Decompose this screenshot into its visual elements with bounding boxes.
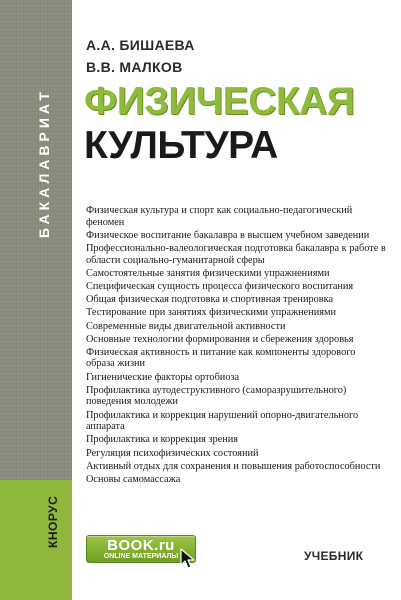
publisher-label: КНОРУС	[46, 495, 60, 548]
book-ru-sublabel: ONLINE МАТЕРИАЛЫ	[103, 553, 179, 560]
author-2: В.В. МАЛКОВ	[86, 59, 183, 75]
title-line-2: КУЛЬТУРА	[84, 124, 278, 167]
list-item: Профилактика и коррекция нарушений опорно-двигательного аппарата	[86, 409, 359, 433]
list-item: Гигиенические факторы ортобиоза	[86, 371, 240, 383]
list-item: Современные виды двигательной активности	[86, 320, 286, 332]
list-item: Самостоятельные занятия физическими упражнениями	[86, 267, 330, 279]
list-item: Общая физическая подготовка и спортивная тренировка	[86, 294, 334, 306]
title-line-1: ФИЗИЧЕСКАЯ	[84, 80, 355, 123]
list-item: Тестирование при занятиях физическими упражнениями	[86, 307, 336, 319]
list-item: Активный отдых для сохранения и повышения работоспособности	[86, 460, 381, 472]
list-item: Физическое воспитание бакалавра в высшем учебном заведении	[86, 229, 370, 241]
author-1: А.А. БИШАЕВА	[86, 37, 195, 53]
list-item: Основные технологии формирования и сбережения здоровья	[86, 333, 354, 345]
list-item: Основы самомассажа	[86, 473, 181, 485]
list-item: Профессионально-валеологическая подготовка бакалавра к работе в области социально-гуманитарной сферы	[86, 242, 386, 266]
arrow-cursor-icon	[180, 548, 196, 570]
left-band-gray	[0, 0, 72, 480]
list-item: Регуляция психофизических состояний	[86, 447, 259, 459]
authors	[86, 34, 195, 78]
left-band-green	[0, 480, 72, 600]
list-item: Специфическая сущность процесса физического воспитания	[86, 280, 354, 292]
list-item: Физическая активность и питание как компоненты здорового образа жизни	[86, 346, 356, 370]
list-item: Физическая культура и спорт как социально-педагогический феномен	[86, 205, 353, 228]
topics-list	[86, 205, 386, 487]
book-ru-label: BOOK.ru	[107, 537, 175, 554]
list-item: Профилактика и коррекция зрения	[86, 434, 238, 446]
list-item: Профилактика аутодеструктивного (саморазрушительного) поведения молодежи	[86, 384, 347, 408]
type-label: УЧЕБНИК	[304, 549, 364, 563]
series-label: БАКАЛАВРИАТ	[36, 88, 52, 238]
